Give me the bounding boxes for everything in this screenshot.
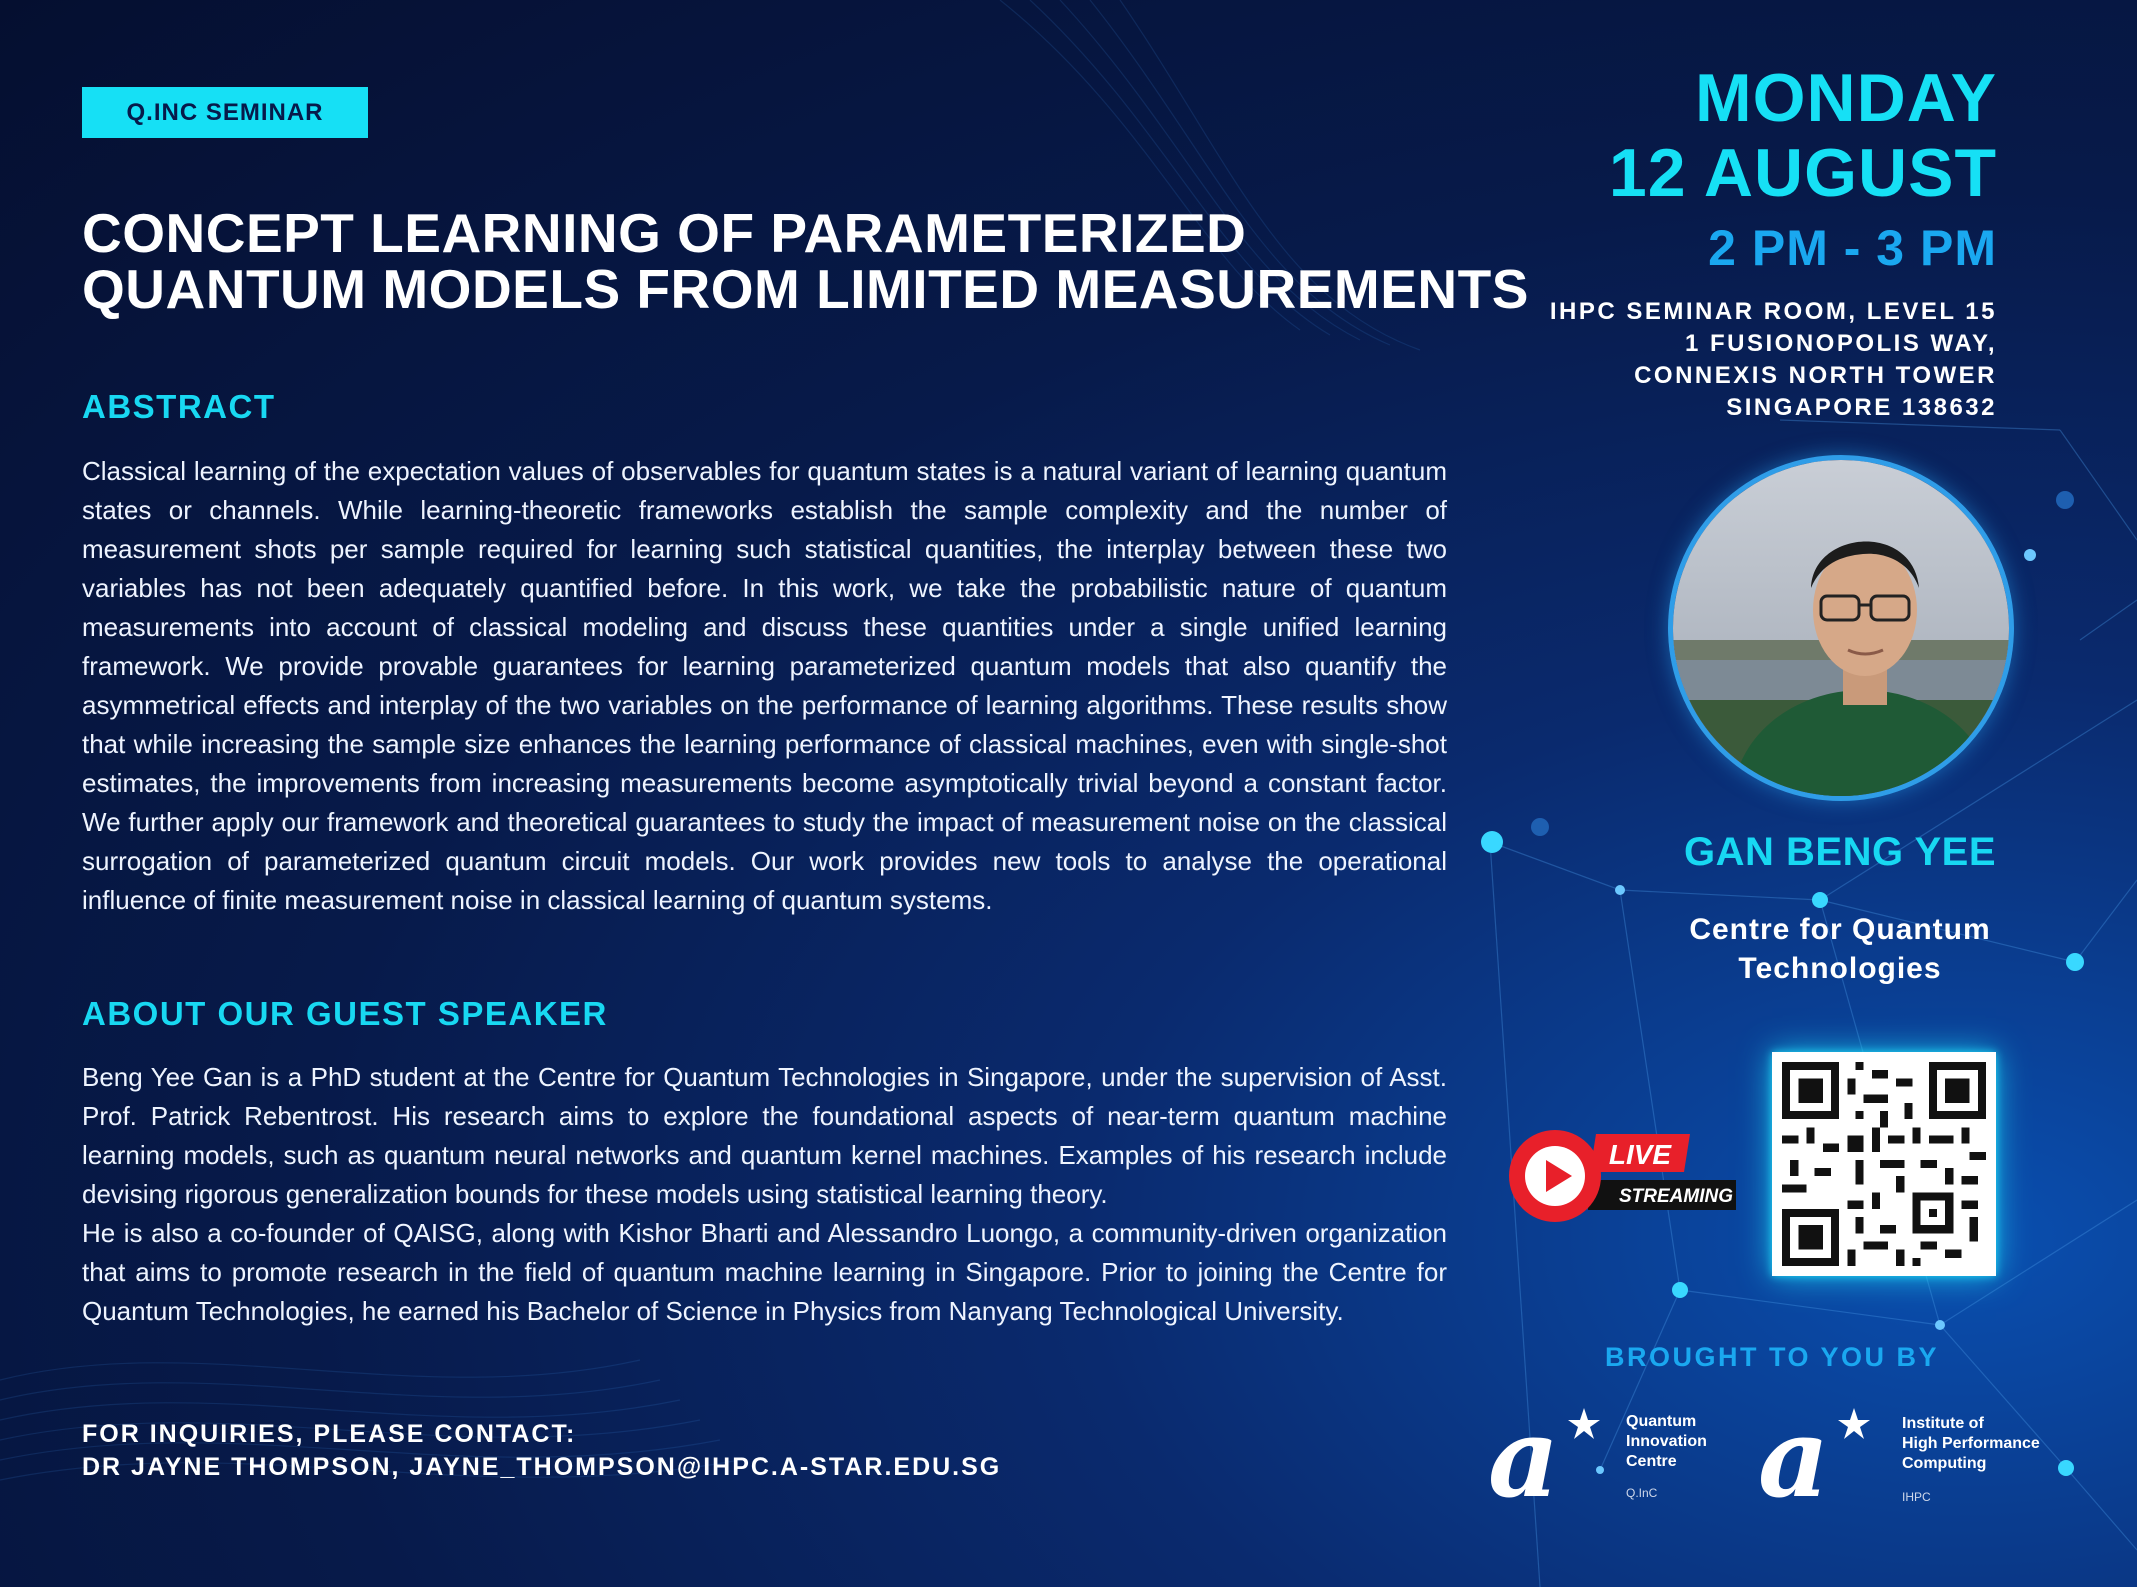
about-heading: ABOUT OUR GUEST SPEAKER	[82, 995, 608, 1032]
svg-text:a: a	[1488, 1400, 1560, 1508]
page-title	[82, 202, 1529, 320]
about-text	[82, 1058, 1447, 1331]
event-date: 12 AUGUST	[1608, 135, 1997, 211]
speaker-org-line-2: Technologies	[1738, 952, 1942, 985]
event-day: MONDAY	[1695, 60, 1997, 136]
qinc-logo-line: Quantum	[1626, 1413, 1697, 1430]
live-label: LIVE	[1608, 1139, 1672, 1170]
brought-by-label: BROUGHT TO YOU BY	[1605, 1342, 1940, 1372]
qinc-logo-line: Innovation	[1626, 1433, 1707, 1450]
qinc-logo	[1488, 1400, 1718, 1510]
ihpc-logo-line: Computing	[1902, 1455, 1987, 1472]
venue-line: IHPC SEMINAR ROOM, LEVEL 15	[1549, 298, 1997, 325]
speaker-photo	[1668, 455, 2014, 801]
venue-line: 1 FUSIONOPOLIS WAY,	[1684, 330, 1997, 357]
streaming-label: STREAMING	[1619, 1186, 1733, 1207]
qr-code[interactable]	[1772, 1052, 1996, 1276]
ihpc-logo-line: High Performance	[1902, 1435, 2040, 1452]
qinc-logo-short: Q.InC	[1626, 1486, 1658, 1500]
abstract-paragraph: Classical learning of the expectation values of observables for quantum states is a natural variant of learning quantum states or channels. While learning-theoretic frameworks establish the sample complexity and the number of measurement shots per sample required for learning such statistical quantities, the interplay between these two variables has not been adequately quantified before. In this work, we take the probabilistic nature of quantum measurements into account of classical modeling and discuss these quantities under a single unified learning framework. We provide provable guarantees for learning parameterized quantum models that also quantify the asymmetrical effects and interplay of the two variables on the performance of learning algorithms. These results show that while increasing the sample size enhances the learning performance of classical machines, even with single-shot estimates, the improvements from increasing measurements become asymptotically trivial beyond a constant factor. We further apply our framework and theoretical guarantees to study the impact of measurement noise on the classical surrogation of parameterized quantum circuit models. Our work provides new tools to analyse the operational influence of finite measurement noise in classical learning of quantum systems.	[82, 456, 1447, 915]
speaker-portrait-illustration	[1673, 460, 2009, 796]
live-badge-graphic	[1508, 1128, 1738, 1224]
abstract-heading: ABSTRACT	[82, 388, 276, 425]
contact-block	[82, 1418, 1001, 1484]
seminar-tag: Q.INC SEMINAR	[82, 87, 368, 138]
about-paragraph-2: He is also a co-founder of QAISG, along with Kishor Bharti and Alessandro Luongo, a community-driven organization that aims to promote research in the field of quantum machine learning in Singapore. Prior to joining the Centre for Quantum Technologies, he earned his Bachelor of Science in Physics from Nanyang Technological University.	[82, 1218, 1447, 1326]
venue-line: CONNEXIS NORTH TOWER	[1634, 362, 1997, 389]
contact-details: DR JAYNE THOMPSON, JAYNE_THOMPSON@IHPC.A-STAR.EDU.SG	[82, 1453, 1002, 1481]
title-line-1: CONCEPT LEARNING OF PARAMETERIZED	[82, 202, 1247, 264]
abstract-text	[82, 452, 1447, 920]
astar-logo-icon	[1758, 1400, 1876, 1508]
astar-logo-icon	[1488, 1400, 1606, 1508]
qr-code-icon	[1782, 1062, 1986, 1266]
event-time: 2 PM - 3 PM	[1708, 220, 1997, 276]
ihpc-logo-short: IHPC	[1902, 1490, 1931, 1504]
title-line-2: QUANTUM MODELS FROM LIMITED MEASUREMENTS	[82, 258, 1529, 320]
contact-label: FOR INQUIRIES, PLEASE CONTACT:	[82, 1420, 577, 1448]
ihpc-logo-line: Institute of	[1902, 1415, 1984, 1432]
speaker-org-line-1: Centre for Quantum	[1689, 913, 1991, 946]
speaker-name: GAN BENG YEE	[1684, 830, 1996, 874]
about-paragraph-1: Beng Yee Gan is a PhD student at the Centre for Quantum Technologies in Singapore, under the supervision of Asst. Prof. Patrick Rebentrost. His research aims to explore the foundational aspects of near-term quantum machine learning models, such as quantum neural networks and quantum kernel machines. Examples of his research include devising rigorous generalization bounds for these models using statistical learning theory.	[82, 1062, 1447, 1209]
event-venue	[1550, 296, 1997, 424]
qinc-logo-line: Centre	[1626, 1453, 1677, 1470]
live-streaming-badge[interactable]	[1508, 1128, 1738, 1224]
svg-text:a: a	[1758, 1400, 1830, 1508]
ihpc-logo	[1758, 1400, 2058, 1510]
venue-line: SINGAPORE 138632	[1726, 394, 1997, 421]
speaker-organization	[1630, 910, 2050, 988]
